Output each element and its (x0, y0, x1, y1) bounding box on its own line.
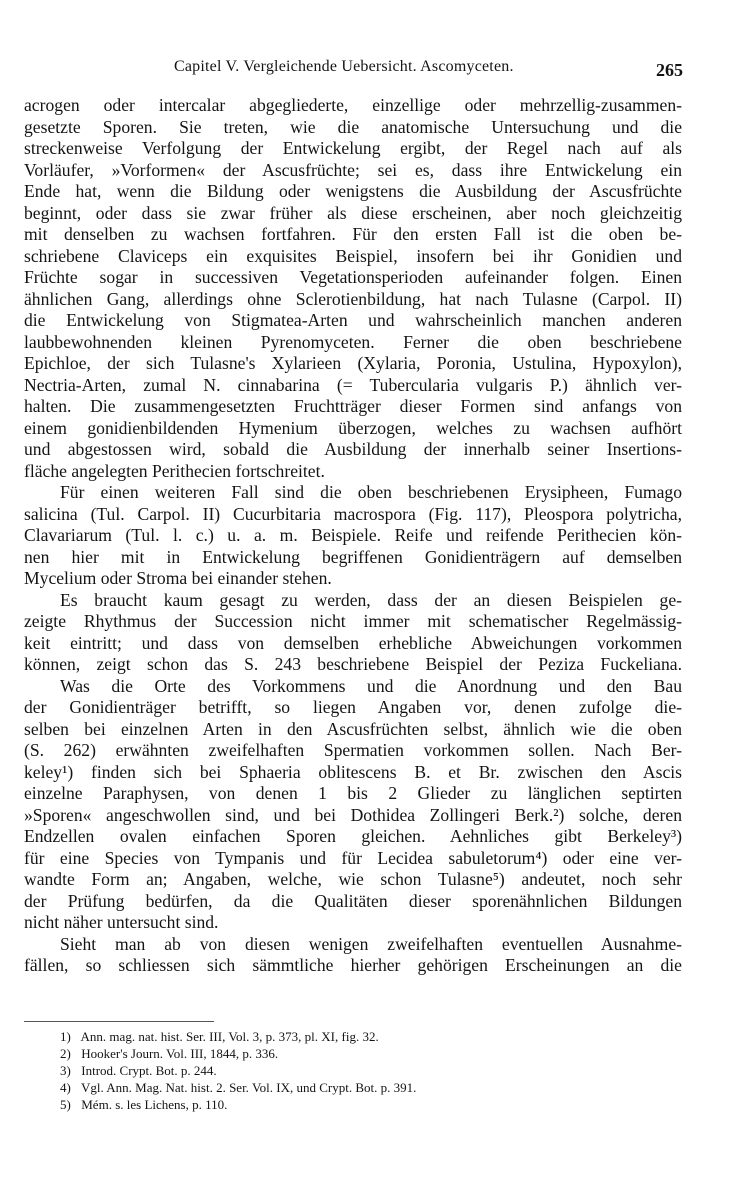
text-line: der Prüfung bedürfen, da die Qualitäten dieser sporenähnlichen Bildungen (24, 890, 682, 911)
footnotes (60, 1028, 660, 1113)
text-line: der Gonidienträger betrifft, so liegen Angaben vor, denen zufolge die- (24, 697, 682, 717)
footnote-number: 2) (60, 1046, 71, 1061)
footnote-text: Hooker's Journ. Vol. III, 1844, p. 336. (81, 1046, 279, 1061)
text-line: schriebene Claviceps ein exquisites Beispiel, insofern bei ihr Gonidien und (24, 245, 682, 266)
text-line: gesetzte Sporen. Sie treten, wie die anatomische Untersuchung und die (24, 116, 682, 137)
text-line: keit eintritt; und dass von demselben erhebliche Abweichungen vorkommen (24, 632, 682, 653)
text-line: ähnlichen Gang, allerdings ohne Sclerotienbildung, hat nach Tulasne (Carpol. II) (24, 288, 682, 309)
text-line: Für einen weiteren Fall sind die oben beschriebenen Erysipheen, Fumago (60, 482, 682, 502)
text-line: Früchte sogar in successiven Vegetationsperioden aufeinander folgen. Einen (24, 267, 682, 287)
text-line: acrogen oder intercalar abgegliederte, einzellige oder mehrzellig-zusammen- (24, 95, 682, 115)
text-line: nen hier mit in Entwickelung begriffenen Gonidienträgern auf demselben (24, 546, 682, 567)
footnote-rule (24, 1021, 214, 1022)
text-line: Clavariarum (Tul. l. c.) u. a. m. Beispiele. Reife und reifende Perithecien kön- (24, 525, 682, 545)
text-line: Vorläufer, »Vorformen« der Ascusfrüchte; sei es, dass ihre Entwickelung ein (24, 159, 682, 180)
text-line: keley¹) finden sich bei Sphaeria oblitescens B. et Br. zwischen den Ascis (24, 761, 682, 782)
footnote (60, 1079, 660, 1096)
text-line: streckenweise Verfolgung der Entwickelung ergibt, der Regel nach auf als (24, 138, 682, 158)
chapter-title: Capitel V. Vergleichende Uebersicht. Ascomyceten. (174, 58, 514, 75)
text-line: Nectria-Arten, zumal N. cinnabarina (= Tubercularia vulgaris P.) ähnlich ver- (24, 374, 682, 395)
text-line: Was die Orte des Vorkommens und die Anordnung und den Bau (60, 675, 682, 696)
text-line: die Entwickelung von Stigmatea-Arten und wahrscheinlich manchen anderen (24, 310, 682, 330)
text-line: halten. Die zusammengesetzten Fruchtträger dieser Formen sind anfangs von (24, 396, 682, 416)
text-line: beginnt, oder dass sie zwar früher als diese erscheinen, aber noch gleichzeitig (24, 202, 682, 223)
footnote-text: Introd. Crypt. Bot. p. 244. (81, 1063, 217, 1078)
text-line: für eine Species von Tympanis und für Lecidea sabuletorum⁴) oder eine ver- (24, 847, 682, 868)
running-header (28, 58, 683, 82)
footnote (60, 1062, 660, 1079)
text-line: fläche angelegten Perithecien fortschreitet. (24, 460, 325, 481)
text-line: (S. 262) erwähnten zweifelhaften Spermatien vorkommen sollen. Nach Ber- (24, 740, 682, 760)
text-line: Es braucht kaum gesagt zu werden, dass der an diesen Beispielen ge- (60, 589, 682, 610)
text-line: Epichloe, der sich Tulasne's Xylarieen (Xylaria, Poronia, Ustulina, Hypoxylon), (24, 353, 682, 373)
text-line: nicht näher untersucht sind. (24, 912, 219, 932)
text-line: selben bei einzelnen Arten in den Ascusfrüchten selbst, ähnlich wie die oben (24, 718, 682, 739)
text-line: laubbewohnenden kleinen Pyrenomyceten. Ferner die oben beschriebene (24, 331, 682, 352)
text-line: Ende hat, wenn die Bildung oder wenigstens die Ausbildung der Ascusfrüchte (24, 181, 682, 201)
text-line: wandte Form an; Angaben, welche, wie schon Tulasne⁵) andeutet, noch sehr (24, 869, 682, 889)
text-line: können, zeigt schon das S. 243 beschriebene Beispiel der Peziza Fuckeliana. (24, 654, 682, 674)
text-line: einzelne Paraphysen, von denen 1 bis 2 Glieder zu länglichen septirten (24, 783, 682, 803)
text-line: einem gonidienbildenden Hymenium überzogen, welches zu wachsen aufhört (24, 417, 682, 438)
text-line: Mycelium oder Stroma bei einander stehen. (24, 568, 332, 588)
footnote-text: Vgl. Ann. Mag. Nat. hist. 2. Ser. Vol. IX, und Crypt. Bot. p. 391. (81, 1080, 417, 1095)
page-number: 265 (656, 60, 683, 80)
text-line: »Sporen« angeschwollen sind, und bei Dothidea Zollingeri Berk.²) solche, deren (24, 804, 682, 825)
footnote-number: 4) (60, 1080, 71, 1095)
footnote (60, 1096, 660, 1113)
text-line: und abgestossen wird, sobald die Ausbildung der innerhalb seiner Insertions- (24, 439, 682, 459)
footnote-number: 1) (60, 1029, 71, 1044)
footnote (60, 1028, 660, 1045)
footnote-number: 3) (60, 1063, 71, 1078)
text-line: fällen, so schliessen sich sämmtliche hierher gehörigen Erscheinungen an die (24, 955, 682, 975)
footnote-text: Mém. s. les Lichens, p. 110. (81, 1097, 228, 1112)
text-line: mit denselben zu wachsen fortfahren. Für den ersten Fall ist die oben be- (24, 224, 682, 244)
footnote-number: 5) (60, 1097, 71, 1112)
text-line: Sieht man ab von diesen wenigen zweifelhaften eventuellen Ausnahme- (60, 933, 682, 954)
body-text (24, 95, 682, 977)
text-line: zeigte Rhythmus der Succession nicht immer mit schematischer Regelmässig- (24, 611, 682, 631)
footnote-text: Ann. mag. nat. hist. Ser. III, Vol. 3, p. 373, pl. XI, fig. 32. (80, 1029, 379, 1044)
text-line: Endzellen ovalen einfachen Sporen gleichen. Aehnliches gibt Berkeley³) (24, 826, 682, 846)
text-line: salicina (Tul. Carpol. II) Cucurbitaria macrospora (Fig. 117), Pleospora polytricha, (24, 503, 682, 524)
footnote (60, 1045, 660, 1062)
